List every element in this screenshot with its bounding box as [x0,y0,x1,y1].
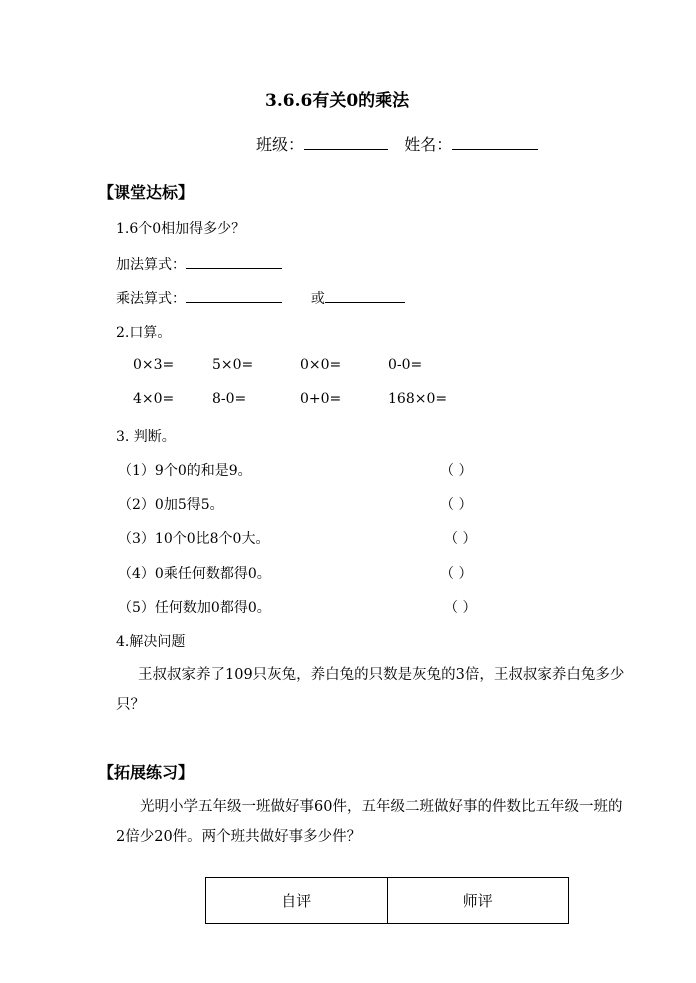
page-title: 3.6.6有关0的乘法 [265,91,410,111]
section-title-extension: 【拓展练习】 [98,763,195,782]
judge-answer-5[interactable]: （ ） [444,600,477,616]
name-blank[interactable] [452,135,538,150]
question-1: 1.6个0相加得多少？ [116,221,246,237]
mental-math-5: 4×0= [133,391,175,407]
mental-math-4: 0-0= [388,357,423,373]
judge-answer-3[interactable]: （ ） [444,531,477,547]
question-3: 3. 判断。 [116,429,176,445]
mental-math-3: 0×0= [300,357,342,373]
judge-item-2: （2）0加5得5。 [118,497,224,513]
addition-formula-line [116,254,282,274]
mental-math-6: 8-0= [212,391,247,407]
evaluation-table [205,877,569,924]
multiplication-formula-line [116,288,405,308]
judge-item-5: （5）任何数加0都得0。 [118,600,271,616]
word-problem-2 [116,792,626,852]
addition-label: 加法算式： [116,257,186,273]
word-problem-2-text: 光明小学五年级一班做好事60件，五年级二班做好事的件数比五年级一班的2倍少20件。两个班共做好事多少件？ [116,799,623,845]
addition-blank[interactable] [186,254,282,269]
judge-answer-4[interactable]: （ ） [440,566,473,582]
multiplication-blank[interactable] [186,288,282,303]
alternative-blank[interactable] [325,288,405,303]
name-label: 姓名： [404,135,453,154]
judge-item-3: （3）10个0比8个0大。 [118,531,270,547]
or-label: 或 [310,291,325,307]
mental-math-7: 0+0= [300,391,342,407]
question-2: 2.口算。 [116,325,172,341]
multiplication-label: 乘法算式： [116,291,186,307]
section-title-class-exercise: 【课堂达标】 [98,183,195,202]
judge-item-1: （1）9个0的和是9。 [118,463,252,479]
judge-answer-2[interactable]: （ ） [440,497,473,513]
mental-math-8: 168×0= [388,391,448,407]
question-4: 4.解决问题 [116,634,186,650]
word-problem-1-text: 王叔叔家养了109只灰兔，养白兔的只数是灰兔的3倍，王叔叔家养白兔多少只？ [116,667,625,713]
judge-item-4: （4）0乘任何数都得0。 [118,566,271,582]
mental-math-1: 0×3= [133,357,175,373]
teacher-evaluation-cell[interactable]: 师评 [387,878,569,924]
student-info-line [256,132,538,155]
class-blank[interactable] [304,135,388,150]
class-label: 班级： [256,135,305,154]
judge-answer-1[interactable]: （ ） [440,463,473,479]
mental-math-2: 5×0= [212,357,254,373]
self-evaluation-cell[interactable]: 自评 [206,878,388,924]
word-problem-1 [116,660,626,720]
